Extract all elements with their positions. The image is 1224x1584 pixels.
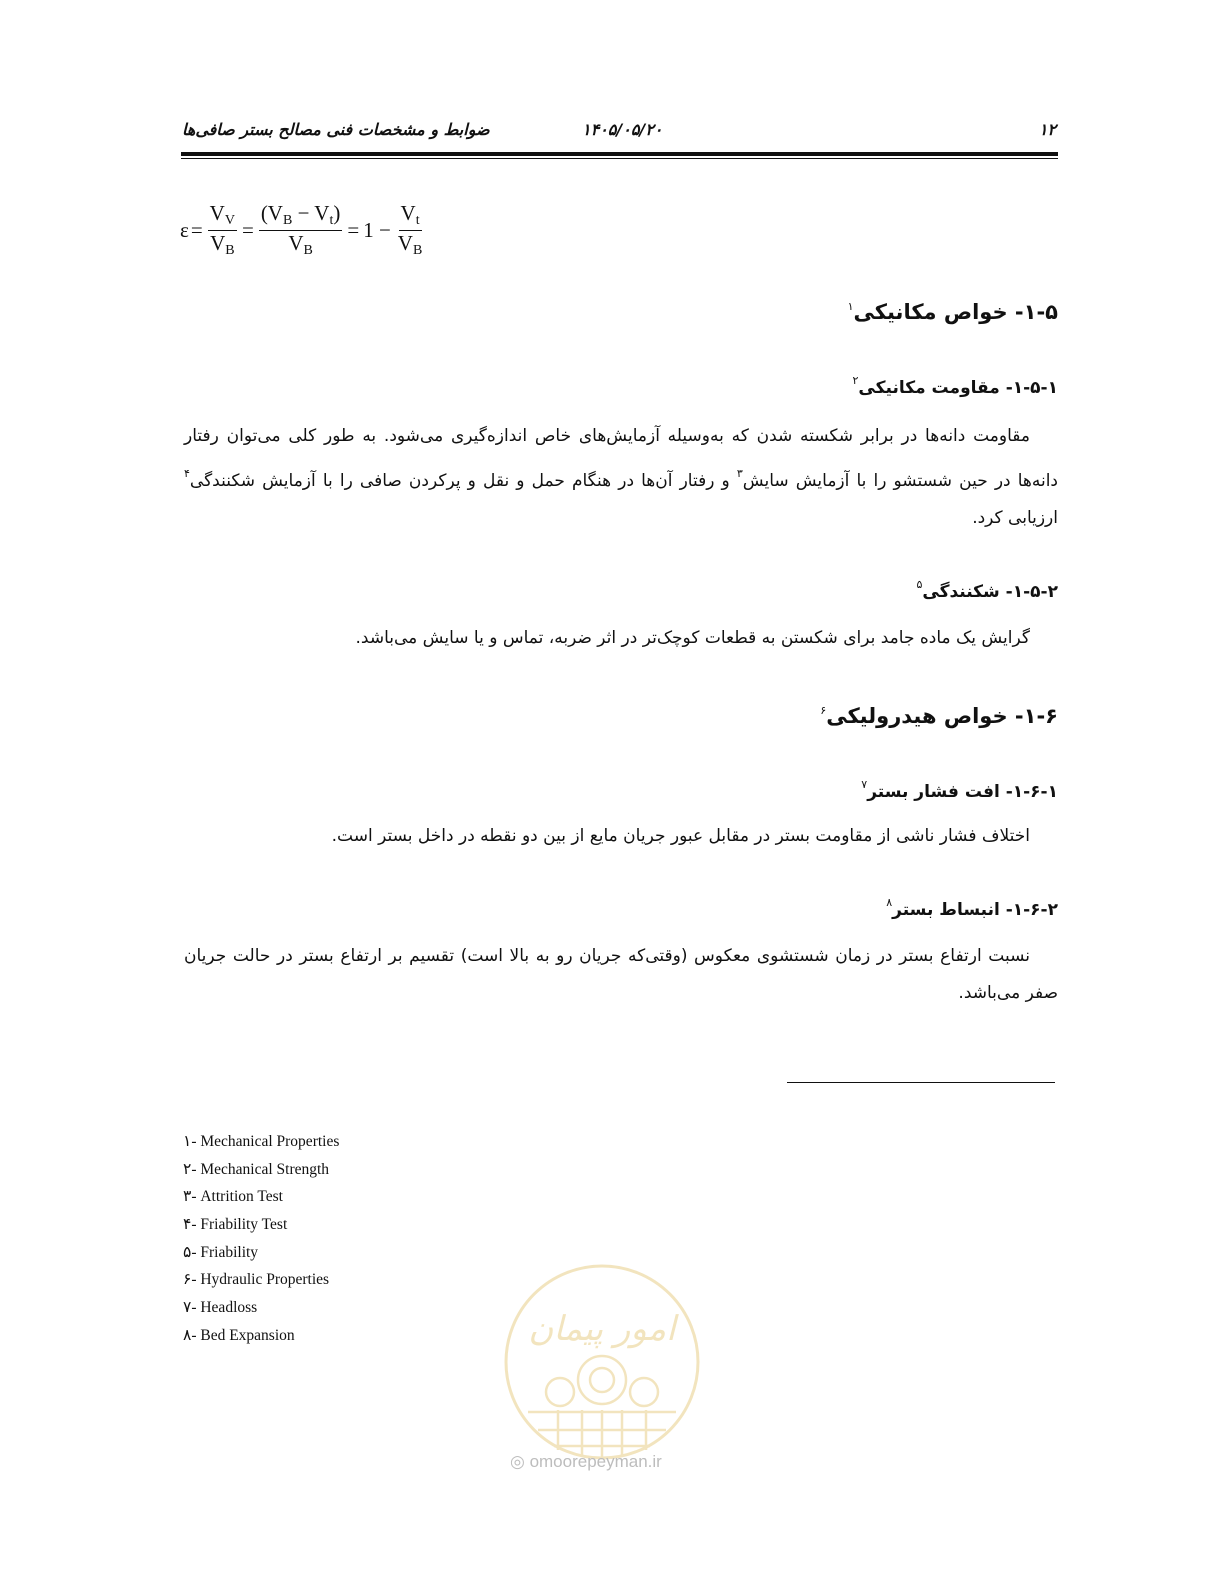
footnote-item: ۶- Hydraulic Properties: [183, 1271, 330, 1289]
watermark-url: ◎ omoorepeyman.ir: [510, 1452, 662, 1471]
section-heading-1-5-1: ۱-۵-۱- مقاومت مکانیکی$^۲$: [852, 374, 1058, 398]
footnote-item: ۲- Mechanical Strength: [183, 1160, 330, 1178]
watermark-logo-icon: [498, 1262, 706, 1462]
section-heading-1-5-2: ۱-۵-۲- شکنندگی$^۵$: [916, 578, 1058, 602]
footnotes-list: [183, 1128, 339, 1350]
footnote-ref: ۷: [861, 778, 868, 791]
section-heading-1-5: ۱-۵- خواص مکانیکی$^۱$: [847, 300, 1058, 324]
porosity-formula: [180, 198, 427, 262]
one-minus: 1 −: [363, 217, 391, 242]
footnote-item: ۸- Bed Expansion: [183, 1326, 295, 1344]
fraction-vt-vb: $\frac{V_t}{V_B}$: [397, 201, 423, 258]
footnote-ref: ۳: [736, 467, 743, 480]
paragraph-headloss: اختلاف فشار ناشی از مقاومت بستر در مقابل عبور جریان مایع از بین دو نقطه در داخل بستر است.: [331, 826, 1030, 846]
equals-sign: =: [190, 217, 203, 242]
equals-sign: =: [347, 217, 360, 242]
footnote-item: ۵- Friability: [183, 1243, 259, 1261]
footnote-item: ۱- Mechanical Properties: [183, 1133, 340, 1150]
footnote-item: ۴- Friability Test: [183, 1216, 288, 1234]
footnote-ref: ۵: [916, 578, 923, 591]
footnote-ref: ۲: [852, 374, 859, 387]
footnote-separator: [787, 1082, 1055, 1083]
footnote-ref: ۱: [847, 300, 854, 313]
footnote-item: ۷- Headloss: [183, 1299, 258, 1317]
paragraph-bed-expansion: نسبت ارتفاع بستر در زمان شستشوی معکوس (وقتی‌که جریان رو به بالا است) تقسیم بر ارتفاع بستر در حالت جریان صفر می‌باشد.: [184, 946, 1058, 1003]
header-date: ۱۴۰۵/۰۵/۲۰: [582, 120, 663, 139]
epsilon-symbol: ε: [180, 217, 189, 242]
fraction-vb-minus-vt: $\frac{(V_B - V_t)}{V_B}$: [260, 201, 341, 258]
footnote-ref: ۸: [886, 896, 893, 909]
paragraph-mechanical-strength: مقاومت دانه‌ها در برابر شکسته شدن که به‌وسیله آزمایش‌های خاص اندازه‌گیری می‌شود. به طور کلی می‌توان رفتار دانه‌ها در حین شستشو را با آزمایش سایش$^۳$ و رفتار آن‌ها در هنگام حمل و نقل و پرکردن صافی را با آزمایش شکنندگی$^۴$ ارزیابی کرد.: [184, 426, 1058, 528]
svg-text:امور پیمان: امور پیمان: [528, 1309, 676, 1349]
section-heading-1-6-2: ۱-۶-۲- انبساط بستر$^۸$: [886, 896, 1058, 920]
header-rule-thick: [181, 152, 1058, 156]
paragraph-friability: گرایش یک ماده جامد برای شکستن به قطعات کوچک‌تر در اثر ضربه، تماس و یا سایش می‌باشد.: [355, 628, 1030, 648]
footnote-item: ۳- Attrition Test: [183, 1188, 283, 1206]
equals-sign: =: [241, 217, 254, 242]
section-heading-1-6: ۱-۶- خواص هیدرولیکی$^۶$: [820, 704, 1058, 728]
page-number: ۱۲: [1038, 120, 1056, 139]
section-heading-1-6-1: ۱-۶-۱- افت فشار بستر$^۷$: [861, 778, 1058, 802]
fraction-vv-vb: $\frac{V_V}{V_B}$: [209, 201, 235, 258]
footnote-ref: ۴: [184, 467, 190, 480]
footnote-ref: ۶: [820, 704, 827, 717]
header-title: ضوابط و مشخصات فنی مصالح بستر صافی‌ها: [182, 120, 490, 139]
header-rule-thin: [181, 158, 1058, 159]
